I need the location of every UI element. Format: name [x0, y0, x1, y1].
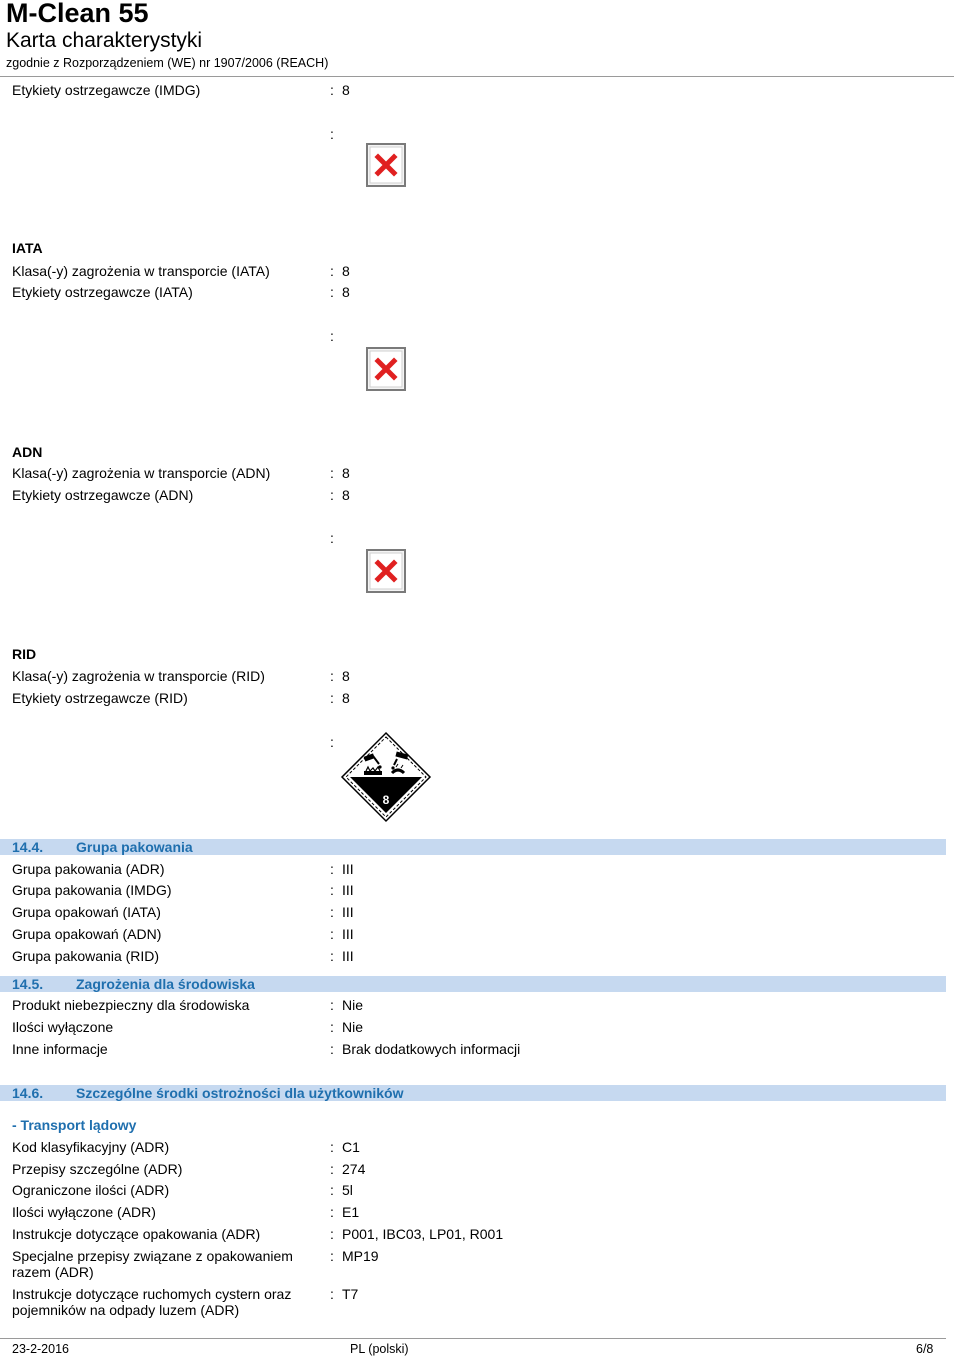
adn-heading: ADN — [12, 444, 43, 460]
row-colon: : — [330, 1182, 334, 1198]
row-value: 8 — [342, 668, 350, 684]
section-number: 14.4. — [12, 839, 44, 855]
row-value: 8 — [342, 465, 350, 481]
row-label: Klasa(-y) zagrożenia w transporcie (ADN) — [12, 465, 271, 481]
corrosive-class-8-pictogram — [340, 731, 432, 823]
row-colon: : — [330, 690, 334, 706]
row-colon: : — [330, 1248, 334, 1264]
row-value: III — [342, 904, 354, 920]
row-colon: : — [330, 487, 334, 503]
section-title: Grupa pakowania — [76, 839, 193, 855]
row-value: 8 — [342, 263, 350, 279]
row-label: Instrukcje dotyczące opakowania (ADR) — [12, 1226, 261, 1242]
row-colon: : — [330, 861, 334, 877]
header-divider — [0, 76, 954, 77]
row-colon: : — [330, 263, 334, 279]
row-value: C1 — [342, 1139, 360, 1155]
row-label: Ilości wyłączone — [12, 1019, 114, 1035]
row-value: 8 — [342, 487, 350, 503]
row-colon: : — [330, 1204, 334, 1220]
broken-image-icon — [366, 143, 406, 187]
row-colon: : — [330, 1019, 334, 1035]
row-label: Inne informacje — [12, 1041, 108, 1057]
row-label: Grupa pakowania (RID) — [12, 948, 160, 964]
rid-pictogram-colon: : — [330, 734, 334, 750]
row-label: Etykiety ostrzegawcze (IMDG) — [12, 82, 201, 98]
row-label: Instrukcje dotyczące ruchomych cystern oraz pojemników na odpady luzem (ADR) — [12, 1286, 292, 1318]
footer-divider — [0, 1338, 946, 1339]
row-label: Etykiety ostrzegawcze (ADN) — [12, 487, 194, 503]
row-label: Etykiety ostrzegawcze (RID) — [12, 690, 188, 706]
row-colon: : — [330, 926, 334, 942]
section-14-6-header — [0, 1085, 946, 1101]
row-colon: : — [330, 668, 334, 684]
row-value: 274 — [342, 1161, 366, 1177]
document-title: M-Clean 55 — [6, 0, 149, 28]
row-label: Grupa pakowania (IMDG) — [12, 882, 172, 898]
row-colon: : — [330, 1286, 334, 1302]
iata-heading: IATA — [12, 240, 43, 256]
row-label: Grupa pakowania (ADR) — [12, 861, 165, 877]
row-value: Brak dodatkowych informacji — [342, 1041, 521, 1057]
row-value: Nie — [342, 997, 364, 1013]
row-value: III — [342, 926, 354, 942]
row-label: Produkt niebezpieczny dla środowiska — [12, 997, 250, 1013]
pictogram-class-number: 8 — [382, 793, 390, 807]
row-colon: : — [330, 948, 334, 964]
row-value: III — [342, 861, 354, 877]
regulation-line: zgodnie z Rozporządzeniem (WE) nr 1907/2006 (REACH) — [6, 56, 329, 70]
row-value: MP19 — [342, 1248, 379, 1264]
row-label: Specjalne przepisy związane z opakowaniem razem (ADR) — [12, 1248, 293, 1280]
broken-image-icon — [366, 549, 406, 593]
row-label: Grupa opakowań (ADN) — [12, 926, 162, 942]
section-14-5-header — [0, 976, 946, 992]
row-label: Przepisy szczególne (ADR) — [12, 1161, 183, 1177]
row-label: Ograniczone ilości (ADR) — [12, 1182, 170, 1198]
row-label: Kod klasyfikacyjny (ADR) — [12, 1139, 170, 1155]
row-label: Grupa opakowań (IATA) — [12, 904, 161, 920]
row-colon: : — [330, 1226, 334, 1242]
row-label: Klasa(-y) zagrożenia w transporcie (IATA) — [12, 263, 270, 279]
row-colon: : — [330, 904, 334, 920]
row-colon: : — [330, 1139, 334, 1155]
row-value: 5l — [342, 1182, 353, 1198]
footer-language: PL (polski) — [350, 1342, 409, 1356]
footer-date: 23-2-2016 — [12, 1342, 69, 1356]
row-colon: : — [330, 1041, 334, 1057]
section-14-4-header — [0, 839, 946, 855]
row-label: Klasa(-y) zagrożenia w transporcie (RID) — [12, 668, 265, 684]
adn-pictogram-colon: : — [330, 530, 334, 546]
row-label: Ilości wyłączone (ADR) — [12, 1204, 156, 1220]
imdg-pictogram-colon: : — [330, 126, 334, 142]
row-label: Etykiety ostrzegawcze (IATA) — [12, 284, 193, 300]
row-value: T7 — [342, 1286, 359, 1302]
row-colon: : — [330, 1161, 334, 1177]
section-number: 14.6. — [12, 1085, 44, 1101]
row-value: 8 — [342, 690, 350, 706]
row-value: 8 — [342, 82, 350, 98]
broken-image-icon — [366, 347, 406, 391]
section-title: Szczególne środki ostrożności dla użytkowników — [76, 1085, 404, 1101]
section-title: Zagrożenia dla środowiska — [76, 976, 255, 992]
row-colon: : — [330, 284, 334, 300]
row-colon: : — [330, 465, 334, 481]
row-value: P001, IBC03, LP01, R001 — [342, 1226, 504, 1242]
row-value: E1 — [342, 1204, 360, 1220]
section-number: 14.5. — [12, 976, 44, 992]
document-subtitle: Karta charakterystyki — [6, 29, 203, 52]
footer-page-number: 6/8 — [916, 1342, 934, 1356]
row-colon: : — [330, 882, 334, 898]
iata-pictogram-colon: : — [330, 328, 334, 344]
rid-heading: RID — [12, 646, 37, 662]
row-colon: : — [330, 82, 334, 98]
land-transport-subheading: - Transport lądowy — [12, 1117, 137, 1133]
row-value: Nie — [342, 1019, 364, 1035]
row-colon: : — [330, 997, 334, 1013]
row-value: 8 — [342, 284, 350, 300]
row-value: III — [342, 948, 354, 964]
row-value: III — [342, 882, 354, 898]
